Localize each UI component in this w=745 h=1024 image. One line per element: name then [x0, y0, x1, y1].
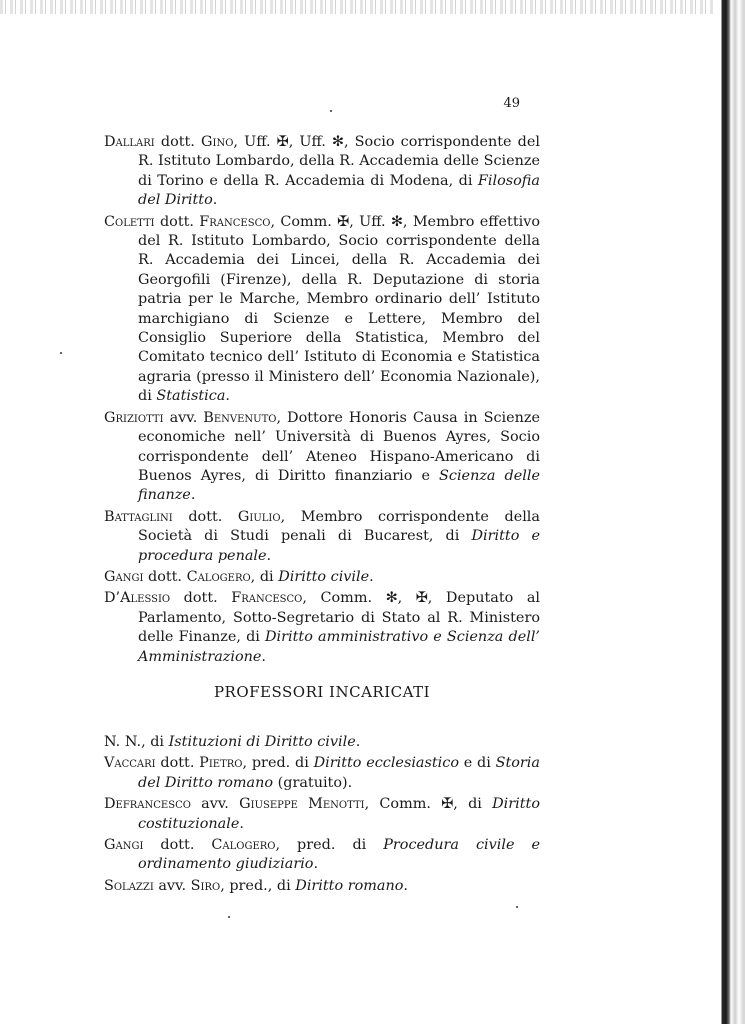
scan-right-edge [713, 0, 745, 1024]
list-item: Solazzi avv. Siro, pred., di Diritto romano. [104, 877, 408, 894]
list-item: Gangi dott. Calogero, pred. di Procedura civile e ordinamento giudiziario. [104, 837, 540, 873]
scan-top-edge [0, 0, 745, 14]
list-item: N. N., di Istituzioni di Diritto civile. [104, 734, 361, 750]
incaricati-list [104, 733, 540, 898]
scan-speck [228, 916, 230, 918]
scan-speck [60, 352, 62, 354]
list-item: Battaglini dott. Giulio, Membro corrispondente della Società di Studi penali di Bucarest, di Diritto e procedura penale. [104, 508, 540, 564]
list-item: Coletti dott. Francesco, Comm. ✠, Uff. ✻, Membro effettivo del R. Istituto Lombardo, Socio corrispondente della R. Accademia dei Lincei, della R. Accademia dei Georgofili (Firenze), della R. Deputazione di storia patria per le Marche, Membro ordinario dell’ Istituto marchigiano di Scienze e Lettere, Membro del Consiglio Superiore della Statistica, Membro del Comitato tecnico dell’ Istituto di Economia e Statistica agraria (presso il Ministero dell’ Economia Nazionale), di Statistica. [104, 213, 540, 405]
section-title: PROFESSORI INCARICATI [213, 683, 431, 701]
list-item: Dallari dott. Gino, Uff. ✠, Uff. ✻, Socio corrispondente del R. Istituto Lombardo, della R. Accademia delle Scienze di Torino e della R. Accademia di Modena, di Filosofia del Diritto. [104, 134, 540, 209]
list-item: D’Alessio dott. Francesco, Comm. ✻, ✠, Deputato al Parlamento, Sotto-Segretario di Stato al R. Ministero delle Finanze, di Diritto amministrativo e Scienza dell’ Amministrazione. [104, 590, 540, 665]
list-item: Vaccari dott. Pietro, pred. di Diritto ecclesiastico e di Storia del Diritto romano (gratuito). [104, 755, 540, 791]
professori-list [104, 133, 540, 669]
scan-speck [330, 110, 332, 112]
list-item: Griziotti avv. Benvenuto, Dottore Honoris Causa in Scienze economiche nell’ Università di Buenos Ayres, Socio corrispondente dell’ Ateneo Hispano-Americano di Buenos Ayres, di Diritto finanziario e Scienza delle finanze. [104, 409, 540, 504]
list-item: Defrancesco avv. Giuseppe Menotti, Comm. ✠, di Diritto costituzionale. [104, 796, 540, 832]
list-item: Gangi dott. Calogero, di Diritto civile. [104, 568, 374, 585]
scan-speck [516, 906, 518, 908]
page-number: 49 [503, 96, 520, 111]
